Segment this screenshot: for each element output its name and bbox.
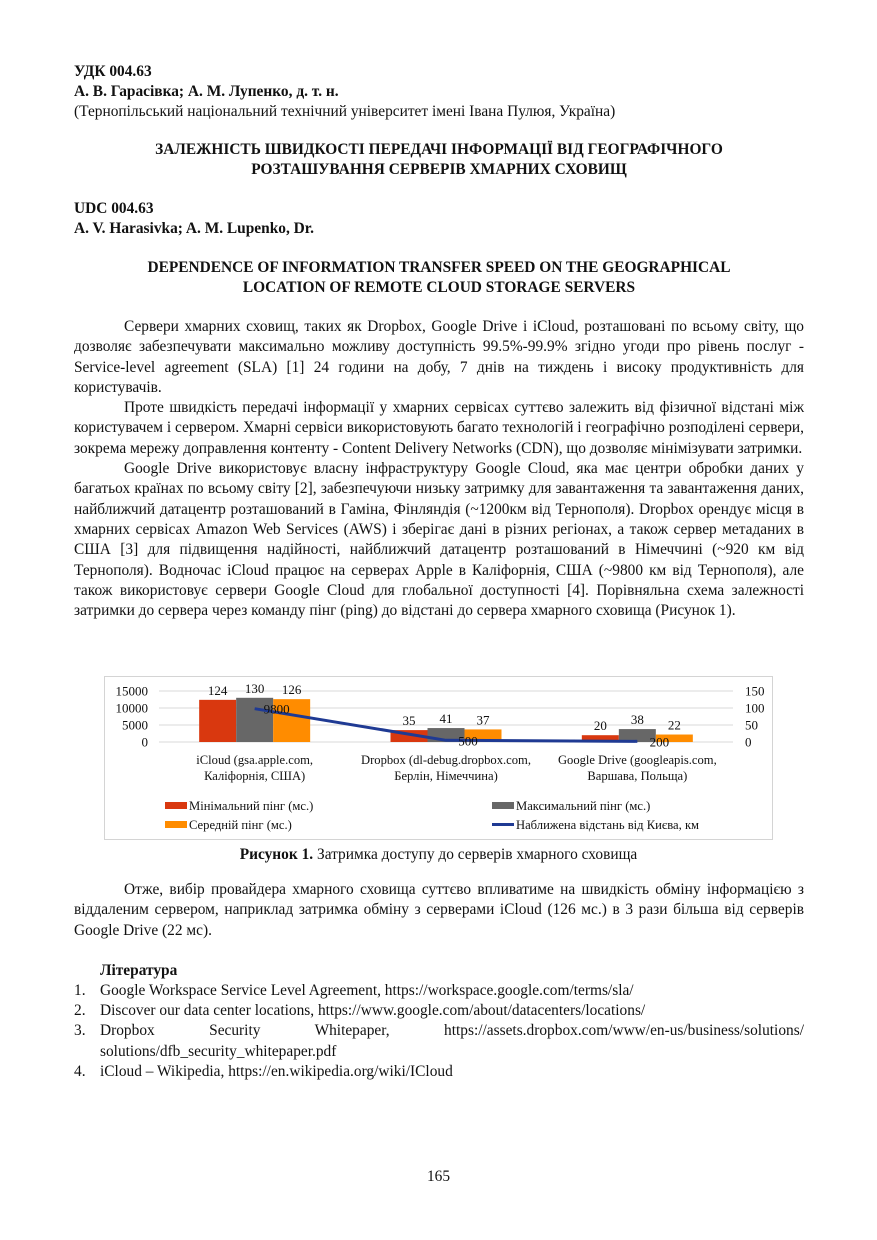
- reference-text[interactable]: Dropbox Security Whitepaper, https://assets.dropbox.com/www/en-us/business/solutions/ solutions/dfb_security_whitepaper.pdf: [100, 1022, 804, 1060]
- legend-label: Мінімальний пінг (мс.): [189, 799, 314, 813]
- line-data-label: 500: [458, 733, 478, 749]
- right-axis-tick-label: 150: [745, 683, 765, 699]
- category-label: Берлін, Німеччина): [394, 769, 498, 783]
- paragraph: Google Drive використовує власну інфраструктуру Google Cloud, яка має центри обробки даних у багатьох країнах по всьому світу [2], забезпечуючи низьку затримку для завантаження та завантаження даних, найближчий датацентр розташований в Гаміна, Фінляндія (~1200км від Тернополя). Dropbox орендує місця в хмарних сервісах Amazon Web Services (AWS) і зберігає дані в різних регіонах, а також сервер метаданих в США [3] для підвищення надійності, найближчий датацентр розташований в Німеччині (~920 км від Тернополя). Водночас iCloud працює на серверах Apple в Каліфорнія, США (~9800 км від Тернополя), але також використовує сервери Google Cloud для глобальної доступності [4]. Порівняльна схема залежності затримки до сервера через команду пінг (ping) до відстані до сервера хмарного сховища (Рисунок 1).: [74, 460, 804, 620]
- left-axis-tick-label: 5000: [122, 717, 148, 733]
- bar-data-label: 38: [630, 712, 644, 728]
- right-axis-tick-label: 0: [745, 734, 752, 750]
- references-list: [74, 981, 804, 1082]
- bar-data-label: 22: [667, 717, 681, 733]
- reference-text[interactable]: Discover our data center locations, https://www.google.com/about/datacenters/locations/: [100, 1002, 646, 1020]
- title-ua-line-1: ЗАЛЕЖНІСТЬ ШВИДКОСТІ ПЕРЕДАЧІ ІНФОРМАЦІЇ ВІД ГЕОГРАФІЧНОГО: [155, 141, 723, 158]
- references-title: Література: [100, 961, 178, 979]
- figure-caption: [0, 846, 877, 864]
- affiliation-ua: (Тернопільський національний технічний університет імені Івана Пулюя, Україна): [74, 103, 616, 120]
- authors-en: A. V. Harasivka; A. M. Lupenko, Dr.: [74, 220, 315, 237]
- reference-item: [74, 1062, 804, 1082]
- legend-label: Наближена відстань від Києва, км: [516, 818, 700, 832]
- reference-text[interactable]: iCloud – Wikipedia, https://en.wikipedia.org/wiki/ICloud: [100, 1063, 453, 1081]
- title-en-line-2: LOCATION OF REMOTE CLOUD STORAGE SERVERS: [242, 279, 636, 296]
- paragraph: Сервери хмарних сховищ, таких як Dropbox, Google Drive і iCloud, розташовані по всьому світу, що дозволяє забезпечувати максимально можливу доступність 99.5%-99.9% згідно угоди про рівень послуг - Service-level agreement (SLA) [1] 24 години на добу, 7 днів на тиждень і високу продуктивність для користувачів.: [74, 318, 804, 396]
- category-label: Каліфорнія, США): [204, 769, 306, 783]
- left-axis-tick-label: 15000: [115, 683, 148, 699]
- figure-caption-label: Рисунок 1.: [239, 846, 314, 863]
- left-axis-tick-label: 0: [141, 734, 148, 750]
- paragraph: Проте швидкість передачі інформації у хмарних сервісах суттєво залежить від фізичної відстані між користувачем і сервером. Хмарні сервіси використовують багато технологій і географічно розподілені сервери, зокрема мережу доправлення контенту - Content Delivery Networks (CDN), що дозволяє мінімізувати затримки.: [74, 399, 804, 457]
- figure-chart: [104, 676, 773, 840]
- right-axis-tick-label: 50: [745, 717, 758, 733]
- title-en-line-1: DEPENDENCE OF INFORMATION TRANSFER SPEED ON THE GEOGRAPHICAL: [147, 259, 731, 276]
- reference-item: [74, 981, 804, 1001]
- left-axis-tick-label: 10000: [115, 700, 148, 716]
- figure-caption-text: Затримка доступу до серверів хмарного сховища: [313, 846, 638, 863]
- bar-min-ping: [199, 700, 236, 742]
- chart-svg: [105, 677, 774, 841]
- reference-number: 1.: [74, 981, 86, 999]
- bar-data-label: 37: [476, 712, 490, 728]
- line-data-label: 9800: [263, 701, 290, 717]
- category-label: Dropbox (dl-debug.dropbox.com,: [361, 753, 531, 767]
- legend-swatch: [165, 802, 187, 809]
- legend-swatch: [492, 802, 514, 809]
- reference-text[interactable]: Google Workspace Service Level Agreement, https://workspace.google.com/terms/sla/: [100, 981, 634, 999]
- page-number: 165: [426, 1168, 451, 1185]
- reference-number: 4.: [74, 1063, 86, 1081]
- udc-ua: УДК 004.63: [74, 63, 152, 80]
- bar-data-label: 126: [281, 682, 302, 698]
- legend-swatch: [165, 821, 187, 828]
- reference-item: [74, 1021, 804, 1062]
- right-axis-tick-label: 100: [745, 700, 765, 716]
- reference-item: [74, 1001, 804, 1021]
- bar-data-label: 20: [593, 718, 607, 734]
- category-label: Варшава, Польща): [587, 769, 688, 783]
- category-label: iCloud (gsa.apple.com,: [196, 753, 314, 767]
- authors-ua: А. В. Гарасівка; А. М. Лупенко, д. т. н.: [74, 83, 339, 100]
- paragraph: Отже, вибір провайдера хмарного сховища суттєво впливатиме на швидкість обміну інформацією з віддаленим сервером, наприклад затримка обміну з серверами iCloud (126 мс.) в 3 рази більша від серверів Google Drive (22 мс).: [74, 881, 804, 939]
- reference-number: 3.: [74, 1022, 86, 1040]
- legend-label: Середній пінг (мс.): [189, 818, 292, 832]
- reference-number: 2.: [74, 1002, 86, 1020]
- bar-data-label: 124: [207, 682, 228, 698]
- paper-page: [74, 62, 804, 621]
- line-data-label: 200: [649, 734, 670, 750]
- bar-data-label: 35: [402, 713, 416, 729]
- bar-data-label: 41: [439, 711, 453, 727]
- conclusion-section: [74, 880, 804, 1082]
- bar-data-label: 130: [244, 680, 265, 696]
- category-label: Google Drive (googleapis.com,: [557, 753, 717, 767]
- udc-en: UDC 004.63: [74, 200, 154, 217]
- title-ua-line-2: РОЗТАШУВАННЯ СЕРВЕРІВ ХМАРНИХ СХОВИЩ: [251, 161, 627, 178]
- legend-label: Максимальний пінг (мс.): [516, 799, 651, 813]
